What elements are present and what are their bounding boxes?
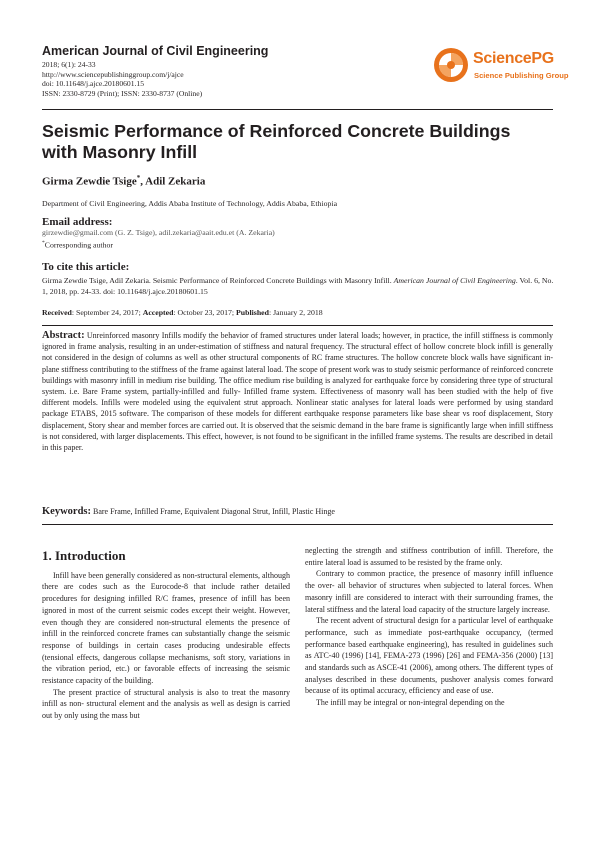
published-label: Published <box>236 308 269 317</box>
article-dates <box>42 308 323 317</box>
abstract-top-divider <box>42 325 553 326</box>
citation-authors: Girma Zewdie Tsige, Adil Zekaria. Seismic Performance of Reinforced Concrete Buildings with Masonry Infill. <box>42 276 392 285</box>
body-paragraph: neglecting the strength and stiffness contribution of infill. Therefore, the entire lateral load is assumed to be resisted by the frame only. <box>305 546 553 567</box>
keywords-text: Bare Frame, Infilled Frame, Equivalent Diagonal Strut, Infill, Plastic Hinge <box>93 507 335 516</box>
cite-heading: To cite this article: <box>42 261 130 273</box>
journal-url[interactable]: http://www.sciencepublishinggroup.com/j/ajce <box>42 69 184 79</box>
header-divider <box>42 109 553 110</box>
sciencepg-logo <box>430 44 570 92</box>
authors <box>42 174 205 188</box>
citation <box>42 275 554 297</box>
first-author: Girma Zewdie Tsige <box>42 175 137 188</box>
citation-journal: American Journal of Civil Engineering <box>393 276 516 285</box>
received-date: : September 24, 2017; <box>71 308 143 317</box>
journal-name: American Journal of Civil Engineering <box>42 44 269 58</box>
corresponding-mark: * <box>136 174 141 182</box>
body-paragraph: The infill may be integral or non-integral depending on the <box>316 698 505 708</box>
journal-issue: 2018; 6(1): 24-33 <box>42 60 96 69</box>
logo-subtitle: Science Publishing Group <box>474 71 569 80</box>
logo-name: SciencePG <box>473 50 554 67</box>
corresponding-note <box>42 240 113 250</box>
email-addresses[interactable]: girzewdie@gmail.com (G. Z. Tsige), adil.zekaria@aait.edu.et (A. Zekaria) <box>42 228 275 237</box>
keywords <box>42 506 553 517</box>
corresponding-note-text: Corresponding author <box>44 240 113 250</box>
email-heading: Email address: <box>42 216 113 228</box>
abstract-text: Unreinforced masonry Infills modify the behavior of framed structures under lateral loads; however, in practice, the infill stiffness is commonly ignored in frame analysis, resulting in an under-estimation of stiffness and natural frequency. The structural effect of hollow concrete block infill is generally not considered in the design of columns as well as other structural components of RC frame structures. The hollow concrete block walls have significant in-plane stiffness contributing to the stiffness of the frame against lateral load. The scope of present work was to study seismic performance of reinforced concrete buildings with masonry infill in medium rise building. The office medium rise building is analyzed for earthquake force by considering three type of structural system. i.e. Bare Frame system, partially-infilled and fully- Infilled frame system. Effectiveness of masonry wall has been studied with the help of five different models. Infills were modeled using the equivalent strut approach. Nonlinear static analyses for lateral loads were performed by using standard package ETABS, 2015 software. The comparison of these models for different earthquake response parameters like base shear vs roof displacement, Story displacement, Story shear and member forces are carried out. It is observed that the seismic demand in the bare frame is significantly large when infill stiffness is not considered, with larger displacements. This effect, however, is not found to be significant in the infilled frame systems. The results are described in detail in this paper. <box>42 331 554 453</box>
body-paragraph: The present practice of structural analysis is also to treat the masonry infill as non- structural element and the analysis as well as design is carried out by only using the mass but <box>42 687 290 721</box>
abstract-bottom-divider <box>42 524 553 525</box>
paper-title: Seismic Performance of Reinforced Concrete Buildings with Masonry Infill <box>42 121 511 162</box>
abstract <box>42 330 553 453</box>
journal-doi[interactable]: doi: 10.11648/j.ajce.20180601.15 <box>42 79 145 89</box>
accepted-date: : October 23, 2017; <box>173 308 237 317</box>
body-paragraph: The recent advent of structural design for a particular level of earthquake performance, such as immediate post-earthquake occupancy, (termed performance based earthquake engineering), has resulted in guidelines such as ATC-40 (1996) [14], FEMA-273 (1996) [26] and FEMA-356 (2000) [13] and standards such as ASCE-41 (2006), among others. The different types of analyses described in these documents, pushover analysis comes forward because of its optimal accuracy, efficiency and ease of use. <box>305 616 553 696</box>
body-column-left <box>42 530 290 722</box>
co-author: , Adil Zekaria <box>140 175 206 188</box>
body-column-right <box>305 545 553 709</box>
keywords-label: Keywords: <box>42 506 91 517</box>
science-pg-logo-icon <box>432 46 470 84</box>
body-paragraph: Contrary to common practice, the presence of masonry infill influence the over- all behavior of structures when subjected to lateral forces. When masonry infill are considered to interact with their surrounding frames, the lateral stiffness and the lateral load capacity of the structure largely increase. <box>305 569 553 614</box>
corresponding-note-mark: * <box>42 240 45 246</box>
journal-issn: ISSN: 2330-8729 (Print); ISSN: 2330-8737 (Online) <box>42 88 203 98</box>
received-label: Received <box>42 308 72 317</box>
published-date: : January 2, 2018 <box>268 308 323 317</box>
affiliation: Department of Civil Engineering, Addis Ababa Institute of Technology, Addis Ababa, Ethiopia <box>42 199 338 208</box>
journal-meta <box>42 60 202 98</box>
section-heading: 1. Introduction <box>42 548 126 563</box>
abstract-label: Abstract: <box>42 330 85 341</box>
body-paragraph: Infill have been generally considered as non-structural elements, although there are codes such as the Eurocode-8 that include rather detailed procedures for designing infilled R/C frames, presence of infill has been ignored in most of the current seismic codes except their weight. However, even though they are considered non-structural elements the presence of infill in the reinforced concrete frames can substantially change the seismic response of buildings in certain cases producing undesirable effects (tensional effects, dangerous collapse mechanisms, soft story, variations in the vibration period, etc.) or favorable effects of increasing the seismic resistance capacity of the building. <box>42 570 290 686</box>
accepted-label: Accepted <box>142 308 174 317</box>
citation-details: . Vol. 6, No. 1, 2018, pp. 24-33. doi: 10.11648/j.ajce.20180601.15 <box>42 276 554 296</box>
